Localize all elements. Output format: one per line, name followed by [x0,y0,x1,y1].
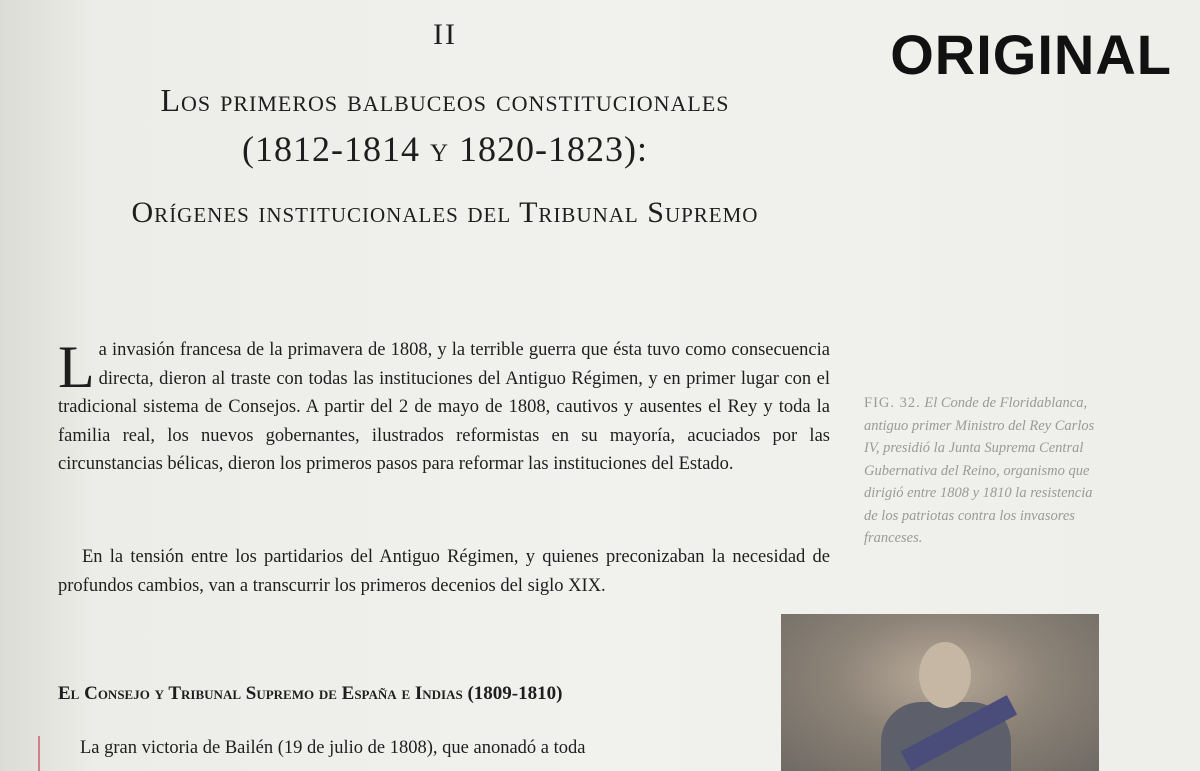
chapter-title-line-2: (1812-1814 y 1820-1823): [241,129,648,169]
figure-caption-text: El Conde de Floridablanca, antiguo primer Ministro del Rey Carlos IV, presidió la Junta Suprema Central Gubernativa del Reino, organismo que dirigió entre 1808 y 1810 la resistencia de los patriotas contra los invasores franceses. [864,395,1095,546]
paragraph-2: En la tensión entre los partidarios del Antiguo Régimen, y quienes preconizaban la necesidad de profundos cambios, van a transcurrir los primeros decenios del siglo XIX. [58,547,830,596]
chapter-title-line-1: Los primeros balbuceos constitucionales [160,82,730,118]
drop-cap: L [58,334,95,400]
paragraph-1-text: a invasión francesa de la primavera de 1808, y la terrible guerra que ésta tuvo como consecuencia directa, dieron al traste con todas las instituciones del Antiguo Régimen, y en primer lugar con el tradicional sistema de Consejos. A partir del 2 de mayo de 1808, cautivos y ausentes el Rey y toda la familia real, los nuevos gobernantes, ilustrados reformistas en su mayoría, acuciados por las circunstancias bélicas, dieron los primeros pasos para reformar las instituciones del Estado. [58,340,830,474]
paragraph-3: La gran victoria de Bailén (19 de julio de 1808), que anonadó a toda [80,738,586,758]
section-heading: El Consejo y Tribunal Supremo de España e Indias (1809-1810) [58,683,563,704]
portrait-image [781,614,1099,771]
figure-caption [864,392,1096,550]
paragraph-1 [58,336,830,479]
figure-label: FIG. 32. [864,395,921,411]
chapter-number: II [433,18,457,51]
original-watermark: ORIGINAL [890,23,1172,86]
portrait-head [919,642,971,708]
chapter-title-line-3: Orígenes institucionales del Tribunal Supremo [131,196,759,229]
margin-highlight-mark [38,736,40,771]
